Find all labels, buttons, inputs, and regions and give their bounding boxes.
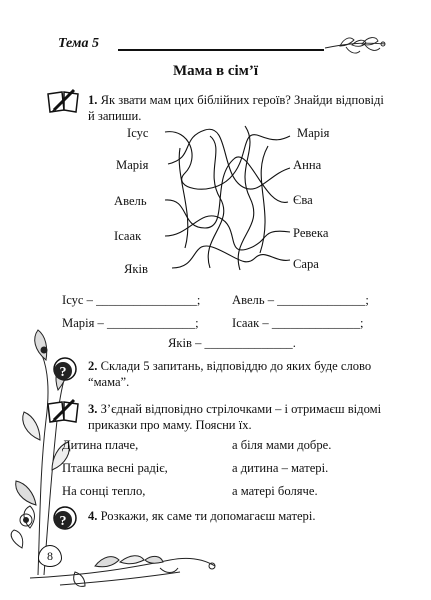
task-2-number: 2. — [88, 359, 98, 373]
proverb-left-2[interactable]: Пташка весні радіє, — [62, 461, 168, 475]
right-name-5: Сара — [293, 257, 319, 271]
right-name-2: Анна — [293, 158, 322, 172]
fill-line-mariia[interactable]: Марія – ______________; — [62, 316, 199, 330]
task-3-text: З’єднай відповідно стрілочками – і отримаєш відомі приказки про маму. Поясни їх. — [88, 402, 382, 432]
proverb-right-2[interactable]: а дитина – матері. — [232, 461, 329, 475]
fill-line-yakiv[interactable]: Яків – ______________. — [168, 336, 296, 350]
book-pencil-icon — [44, 398, 84, 424]
left-name-2: Марія — [116, 158, 149, 172]
task-4-text: Розкажи, як саме ти допомагаєш матері. — [100, 509, 316, 523]
task-2 — [88, 358, 388, 390]
left-name-1: Ісус — [127, 126, 149, 140]
top-right-sprig — [325, 38, 385, 54]
question-icon — [52, 356, 78, 382]
fill-line-avel[interactable]: Авель – ______________; — [232, 293, 369, 307]
task-3 — [88, 401, 388, 433]
theme-label: Тема 5 — [58, 36, 100, 51]
right-name-3: Єва — [293, 193, 313, 207]
fill-line-isus[interactable]: Ісус – ________________; — [62, 293, 201, 307]
task-3-number: 3. — [88, 402, 98, 416]
task-1-text: Як звати мам цих біблійних героїв? Знайди відповіді й запиши. — [88, 93, 384, 123]
book-pencil-icon — [44, 88, 84, 114]
right-name-4: Ревека — [293, 226, 329, 240]
question-icon — [52, 505, 78, 531]
theme-underline — [118, 49, 324, 51]
proverb-left-3[interactable]: На сонці тепло, — [62, 484, 146, 498]
right-name-1: Марія — [297, 126, 330, 140]
left-name-3: Авель — [114, 194, 147, 208]
proverb-right-3[interactable]: а матері боляче. — [232, 484, 318, 498]
task-4-number: 4. — [88, 509, 98, 523]
task-1-number: 1. — [88, 93, 98, 107]
proverb-left-1[interactable]: Дитина плаче, — [62, 438, 139, 452]
tangled-lines-maze — [150, 118, 295, 278]
proverb-right-1[interactable]: а біля мами добре. — [232, 438, 332, 452]
svg-text:?: ? — [59, 365, 67, 380]
left-name-5: Яків — [124, 262, 148, 276]
left-name-4: Ісаак — [114, 229, 142, 243]
svg-text:?: ? — [59, 514, 67, 529]
fill-line-isaak[interactable]: Ісаак – ______________; — [232, 316, 364, 330]
page-number: 8 — [38, 545, 62, 567]
task-4 — [88, 508, 388, 524]
task-2-text: Склади 5 запитань, відповіддю до яких буде слово “мама”. — [88, 359, 372, 389]
page-title: Мама в сім’ї — [172, 63, 259, 79]
